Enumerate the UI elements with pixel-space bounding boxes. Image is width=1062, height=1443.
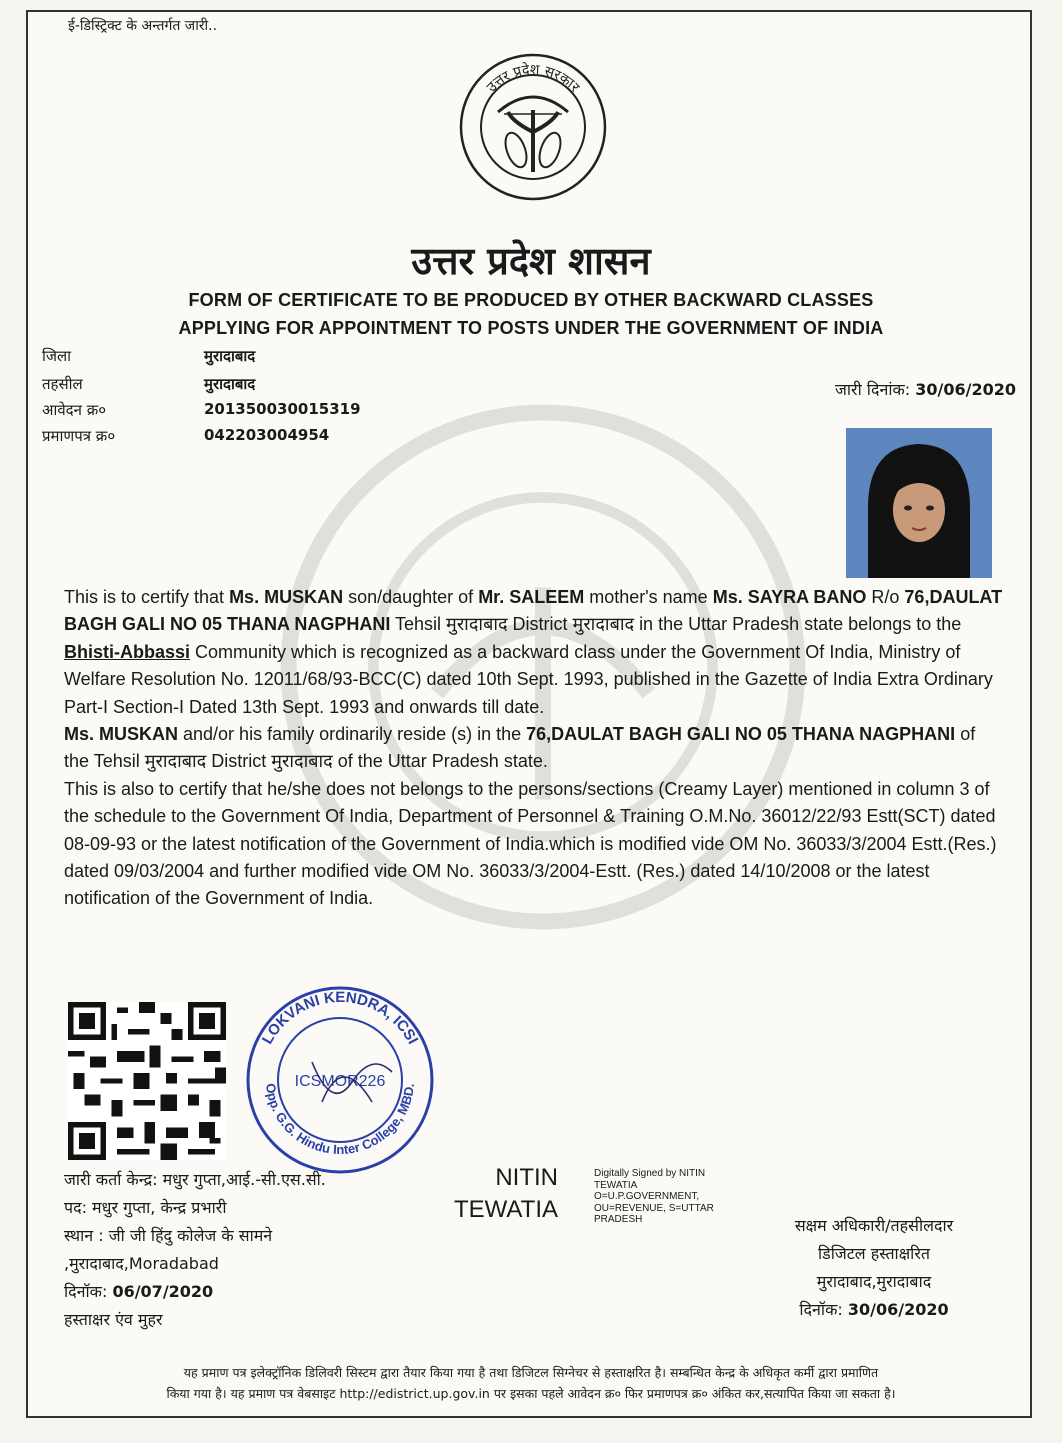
footer-note: [48, 1362, 1014, 1404]
applicant-name: Ms. MUSKAN: [229, 587, 344, 607]
footer-line2: किया गया है। यह प्रमाण पत्र वेबसाइट http://edistrict.up.gov.in पर इसका पहले आवेदन क्र० फिर प्रमाणपत्र क्र० अंकित कर,सत्यापित किया जा सकता है।: [166, 1386, 896, 1401]
applicant-address: 76,DAULAT BAGH GALI NO 05 THANA NAGPHANI: [64, 587, 1003, 635]
body-text: Tehsil मुरादाबाद District मुरादाबाद in the Uttar Pradesh state belongs to the: [390, 614, 962, 635]
body-paragraph-1: [64, 584, 1004, 721]
authority-title: सक्षम अधिकारी/तहसीलदार: [794, 1216, 954, 1235]
mother-name: Ms. SAYRA BANO: [712, 587, 867, 607]
stamp-bottom-text: Opp. G.G. Hindu Inter College, MBD.: [262, 1082, 417, 1158]
form-title-line2: APPLYING FOR APPOINTMENT TO POSTS UNDER THE GOVERNMENT OF INDIA: [178, 318, 884, 338]
person-photo-icon: [846, 428, 992, 578]
issue-date-label: जारी दिनांक:: [835, 380, 911, 399]
body-text: of the Tehsil मुरादाबाद District मुरादाबाद of the Uttar Pradesh state.: [64, 724, 976, 772]
application-no-label: आवेदन क्र०: [42, 401, 107, 419]
authority-date-value: 30/06/2020: [847, 1300, 949, 1319]
district-label: जिला: [42, 347, 72, 365]
issuer-center: जारी कर्ता केन्द्र: मधुर गुप्ता,आई.-सी.एस.सी.: [64, 1170, 326, 1189]
signer-last-name: TEWATIA: [454, 1196, 558, 1223]
applicant-photo: [846, 428, 992, 578]
body-paragraph-3: This is also to certify that he/she does not belongs to the persons/sections (Creamy Layer) mentioned in column 3 of the schedule to the Government Of India, Department of Personnel & Training O.M.No. 36012/22/93 Estt(SCT) dated 08-09-93 or the latest notification of the Government of India.which is modified vide OM No. 36033/3/2004 Estt.(Res.) dated 09/03/2004 and further modified vide OM No. 36033/3/2004-Estt. (Res.) dated 14/10/2008 or the latest notification of the Government of India.: [64, 778, 997, 909]
application-no-value: 201350030015319: [204, 400, 361, 418]
emblem-ring-text: उत्तर प्रदेश सरकार: [483, 61, 583, 96]
community-name: Bhisti-Abbassi: [64, 641, 191, 662]
certificate-no-value: 042203004954: [204, 426, 330, 444]
government-title: उत्तर प्रदेश शासन: [411, 238, 651, 283]
form-title-line1: FORM OF CERTIFICATE TO BE PRODUCED BY OTHER BACKWARD CLASSES: [188, 290, 874, 310]
stamp-top-text: LOKVANI KENDRA, ICSI: [258, 988, 422, 1048]
issuer-post: पद: मधुर गुप्ता, केन्द्र प्रभारी: [64, 1198, 227, 1217]
signature-detail: OU=REVENUE, S=UTTAR: [594, 1202, 714, 1214]
issue-date-value: 30/06/2020: [915, 380, 1016, 399]
header-note: ई-डिस्ट्रिक्ट के अन्तर्गत जारी..: [68, 18, 218, 34]
body-text: This is to certify that: [64, 587, 230, 607]
applicant-address: 76,DAULAT BAGH GALI NO 05 THANA NAGPHANI: [526, 724, 956, 745]
signature-detail: PRADESH: [594, 1214, 643, 1225]
body-text: and/or his family ordinarily reside (s) in the: [178, 724, 527, 745]
qr-code-icon: [68, 1002, 226, 1160]
signer-first-name: NITIN: [495, 1164, 558, 1191]
issuer-date: [64, 1280, 213, 1302]
issue-date: [835, 378, 1016, 400]
certificate-page: [26, 10, 1032, 1418]
issuer-date-value: 06/07/2020: [112, 1282, 214, 1301]
up-emblem-icon: [458, 52, 608, 202]
authority-location: मुरादाबाद,मुरादाबाद: [816, 1272, 932, 1291]
body-text: mother's name: [584, 587, 713, 607]
body-text: Community which is recognized as a backward class under the Government Of India, Ministry of Welfare Resolution No. 12011/68/93-BCC(C) dated 10th Sept. 1993, published in the Gazette of India Extra Ordinary Part-I Section-I Dated 13th Sept. 1993 and onwards till date.: [64, 641, 993, 717]
tehsil-label: तहसील: [42, 375, 83, 393]
body-text: R/o: [866, 587, 905, 607]
district-value: मुरादाबाद: [204, 347, 256, 365]
signature-detail: Digitally Signed by NITIN: [594, 1168, 706, 1179]
digital-signer-name: [454, 1162, 558, 1226]
applicant-name: Ms. MUSKAN: [64, 724, 179, 745]
authority-signed: डिजिटल हस्ताक्षरित: [818, 1244, 930, 1263]
lokvani-stamp-icon: [242, 982, 438, 1178]
issuer-sign-seal: हस्ताक्षर एंव मुहर: [64, 1310, 163, 1329]
father-name: Mr. SALEEM: [478, 587, 585, 607]
authority-date-label: दिनॉक:: [799, 1300, 843, 1319]
signature-detail: O=U.P.GOVERNMENT,: [594, 1191, 700, 1202]
footer-line1: यह प्रमाण पत्र इलेक्ट्रॉनिक डिलिवरी सिस्टम द्वारा तैयार किया गया है तथा डिजिटल सिग्नेचर से हस्ताक्षरित है। सम्बन्धित केन्द्र के अधिकृत कर्मी द्वारा प्रमाणित: [183, 1365, 879, 1380]
certificate-body: [64, 584, 1004, 913]
certificate-no-label: प्रमाणपत्र क्र०: [42, 427, 116, 445]
issuer-place: स्थान : जी जी हिंदु कोलेज के सामने: [64, 1226, 273, 1245]
issuer-city: ,मुरादाबाद,Moradabad: [64, 1254, 219, 1273]
signature-detail: TEWATIA: [594, 1179, 638, 1191]
stamp-center-text: ICSMOR226: [294, 1073, 386, 1090]
tehsil-value: मुरादाबाद: [204, 375, 256, 393]
authority-date: [728, 1298, 1020, 1320]
body-text: son/daughter of: [343, 587, 479, 607]
svg-text:उत्तर प्रदेश सरकार: [484, 61, 583, 96]
body-paragraph-2: [64, 721, 1004, 776]
issuer-date-label: दिनॉक:: [64, 1282, 108, 1301]
